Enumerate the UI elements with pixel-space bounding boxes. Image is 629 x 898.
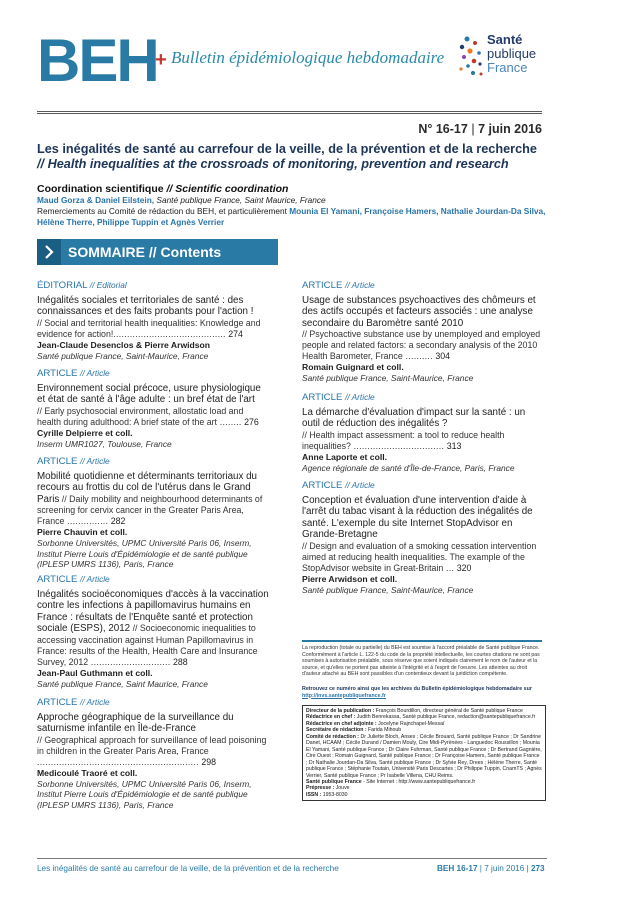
toc-page: 320: [456, 562, 472, 573]
imprint-line: ISSN : 1953-8030: [306, 791, 348, 798]
archive-notice: [302, 686, 542, 699]
sommaire-label: SOMMAIRE // Contents: [68, 244, 222, 260]
toc-page: 313: [446, 440, 462, 451]
archive-text: Retrouvez ce numéro ainsi que les archives du Bulletin épidémiologique hebdomadaire sur: [302, 686, 532, 692]
toc-entry[interactable]: [37, 280, 269, 361]
header-rule: [37, 111, 542, 112]
toc-title-en: // Social and territorial health inequalities: Knowledge and evidence for action!......................................... 274: [37, 317, 261, 339]
coordinators-affiliation: Santé publique France, Saint Maurice, France: [154, 195, 326, 205]
toc-authors: Anne Laporte et coll.: [302, 451, 387, 462]
toc-entry[interactable]: [37, 368, 269, 449]
toc-title-fr: Inégalités socioéconomiques d'accès à la vaccination contre les infections à papillomavirus humains en France : résultats de l'Enquête santé et protection sociale (ESPS), 2012: [37, 588, 269, 635]
bulletin-subtitle: Bulletin épidémiologique hebdomadaire: [171, 48, 445, 67]
footer-page: 273: [530, 864, 545, 873]
header-rule-2: [37, 113, 542, 114]
toc-entry[interactable]: [37, 574, 269, 689]
footer-rule: [37, 858, 547, 859]
toc-title-fr: Approche géographique de la surveillance du saturnisme infantile en Île-de-France: [37, 711, 234, 735]
beh-logo-text: BEH: [37, 33, 158, 85]
toc-title-fr: Inégalités sociales et territoriales de santé : des connaissances et des faits probants pour l'action !: [37, 294, 254, 318]
sommaire-arrow: [37, 239, 61, 265]
legal-notice: La reproduction (totale ou partielle) du BEH est soumise à l'accord préalable de Santé publique France. Conformément à l'article L. 122-5 du code de la propriété intellectuelle, les courtes citations ne sont pas soumises à autorisation préalable, sous réserve que soient indiqués clairement le nom de l'auteur et la source, et qu'elles ne portent pas atteinte à l'intégrité et à l'esprit de l'oeuvre. Les atteintes au droit d'auteur attaché au BEH sont passibles d'un contentieux devant la juridiction compétente.: [302, 645, 540, 678]
toc-affiliation: Santé publique France, Saint Maurice, France: [37, 678, 208, 689]
toc-title: Mobilité quotidienne et déterminants territoriaux du recours au frottis du col de l'utérus dans le Grand Paris // Daily mobility and neighbourhood determinants of screening for cervix cancer in the Greater Paris Area, France ............... 282: [37, 470, 263, 527]
logo-plus-icon: +: [155, 49, 167, 71]
page-title: Les inégalités de santé au carrefour de la veille, de la prévention et de la recherche: [37, 142, 537, 156]
publisher-name: [487, 33, 536, 75]
imprint-line: Prépresse : Jouve: [306, 785, 350, 792]
imprint-line: Santé publique France - Site Internet : http://www.santepubliquefrance.fr: [306, 778, 476, 785]
toc-title-fr: Environnement social précoce, usure physiologique et état de santé à l'âge adulte : un bref état de l'art: [37, 382, 261, 406]
coordination-label-en: // Scientific coordination: [166, 183, 289, 195]
toc-authors: Medicoulé Traoré et coll.: [37, 767, 138, 778]
footer-title: Les inégalités de santé au carrefour de la veille, de la prévention et de la recherche: [37, 864, 339, 873]
toc-title-en: // Psychoactive substance use by unemployed and employed people and related factors: a secondary analysis of the 2010 Health Barometer, France .......... 304: [302, 329, 541, 362]
toc-affiliation: Sorbonne Universités, UPMC Université Paris 06, Inserm, Institut Pierre Louis d'Épidémiologie et de santé publique (IPLESP UMRS 1136), Paris, France: [37, 538, 252, 570]
toc-title-fr: Conception et évaluation d'une intervention d'aide à l'arrêt du tabac visant à la réduction des inégalités de santé. L'exemple du site Internet StopAdvisor en Grande-Bretagne: [302, 494, 533, 541]
toc-entry[interactable]: [302, 480, 542, 595]
footer-date: 7 juin 2016: [484, 864, 525, 873]
toc-category: ARTICLE // Article: [302, 392, 375, 403]
imprint-line: Rédactrice en chef adjointe : Jocelyne Rajnchapel-Messaï: [306, 720, 445, 727]
publisher-line-2: publique: [487, 46, 537, 61]
toc-title-fr: La démarche d'évaluation d'impact sur la santé : un outil de réduction des inégalités ?: [302, 406, 526, 430]
toc-category: ARTICLE // Article: [37, 574, 110, 585]
toc-page: 288: [172, 656, 188, 667]
toc-title-en: // Early psychosocial environment, allostatic load and health during adulthood: A brief state of the art ........ 276: [37, 405, 259, 427]
toc-authors: Pierre Arwidson et coll.: [302, 573, 398, 584]
toc-title-en: // Health impact assessment: a tool to reduce health inequalities? ................................. 313: [302, 429, 505, 451]
issue-number: N° 16-17: [418, 122, 468, 136]
legal-rule: [302, 640, 542, 642]
toc-affiliation: Agence régionale de santé d'Île-de-France, Paris, France: [302, 462, 515, 473]
toc-page: 276: [244, 416, 259, 427]
imprint-line: Secrétaire de rédaction : Farida Mihoub: [306, 727, 402, 734]
issue-separator: |: [471, 122, 475, 136]
coordination-body: [37, 195, 557, 228]
issue-info: [418, 122, 542, 136]
toc-affiliation: Inserm UMR1027, Toulouse, France: [37, 438, 172, 449]
publisher-line-3: France: [487, 60, 528, 75]
toc-title-en: // Design and evaluation of a smoking cessation intervention aimed at reducing health inequalities. The example of the StopAdvisor website in Great-Britain ... 320: [302, 540, 537, 573]
publisher-line-1: Santé: [487, 32, 523, 47]
toc-page: 282: [110, 516, 126, 527]
archive-link[interactable]: http://invs.santepubliquefrance.fr: [302, 692, 386, 699]
toc-entry[interactable]: [37, 697, 269, 810]
toc-category: ARTICLE // Article: [302, 480, 375, 491]
toc-title-fr: Usage de substances psychoactives des chômeurs et des actifs occupés et facteurs associés : une analyse secondaire du Baromètre santé 2010: [302, 294, 536, 329]
toc-category: ÉDITORIAL // Editorial: [37, 280, 127, 291]
footer-issue: BEH 16-17 | 7 juin 2016 | 273: [437, 864, 545, 873]
toc-entry[interactable]: [302, 392, 542, 473]
toc-affiliation: Santé publique France, Saint-Maurice, France: [302, 584, 474, 595]
toc-category: ARTICLE // Article: [37, 368, 110, 379]
toc-page: 274: [228, 328, 243, 339]
footer-issue-number: BEH 16-17: [437, 864, 478, 873]
toc-entry[interactable]: [302, 280, 542, 384]
toc-entry[interactable]: [37, 456, 269, 570]
toc-title: Inégalités socioéconomiques d'accès à la vaccination contre les infections à papillomavirus humains en France : résultats de l'Enquête santé et protection sociale (ESPS), 2012 // Socioeconomic inequalities to accessing vaccination against Human Papillomavirus in France: results of the Health, Health Care and Insurance Survey, 2012 ............................. 288: [37, 588, 269, 667]
imprint-line: Comité de rédaction : Dr Juliette Bloch, Anses ; Cécile Brouard, Santé publique France ; Dr Sandrine Danet, HCAAM ; Cécile Durand / Damien Mouly, Cire Midi-Pyrénées - Languedoc Roussillon ; Mounia El Yamani, Santé publique France ; Dr Claire Fuhrman, Santé publique France ; Dr Bertrand Gagnière, Cire Ouest ; Romain Guignard, Santé publique France ; Dr Françoise Hamers, Santé publique France ; Dr Nathalie Jourdan-Da Silva, Santé publique France ; Dr Sylvie Rey, Drees ; Hélène Therre, Santé publique France ; Stéphanie Toutain, Université Paris Descartes ; Dr Philippe Tuppin, CnamTS ; Agnès Verrier, Santé publique France ; Pr Isabelle Villena, CHU Reims.: [306, 733, 542, 779]
thanks-names: Mounia El Yamani, Françoise Hamers, Nathalie Jourdan-Da Silva, Hélène Therre, Philippe Tuppin et Agnès Verrier: [37, 206, 546, 227]
imprint-box: [302, 705, 546, 801]
toc-authors: Cyrille Delpierre et coll.: [37, 427, 133, 438]
toc-category: ARTICLE // Article: [37, 697, 110, 708]
toc-title-fr: Mobilité quotidienne et déterminants territoriaux du recours au frottis du col de l'utérus dans le Grand Paris: [37, 470, 258, 505]
toc-affiliation: Santé publique France, Saint-Maurice, France: [302, 373, 474, 384]
toc-authors: Jean-Paul Guthmann et coll.: [37, 667, 153, 678]
toc-authors: Pierre Chauvin et coll.: [37, 527, 128, 538]
imprint-line: Directeur de la publication : François Bourdillon, directeur général de Santé publique France: [306, 708, 523, 714]
beh-logo: [37, 33, 167, 85]
imprint-line: Rédactrice en chef : Judith Benrekassa, Santé publique France, redaction@santepubliquefrance.fr: [306, 714, 536, 721]
coordination-label-fr: Coordination scientifique: [37, 183, 164, 195]
page-title-en: // Health inequalities at the crossroads of monitoring, prevention and research: [37, 157, 509, 171]
toc-category: ARTICLE // Article: [37, 456, 110, 467]
toc-affiliation: Sorbonne Universités, UPMC Université Paris 06, Inserm, Institut Pierre Louis d'Épidémiologie et de santé publique (IPLESP UMRS 1136), Paris, France: [37, 778, 252, 810]
toc-affiliation: Santé publique France, Saint-Maurice, France: [37, 350, 209, 361]
issue-date: 7 juin 2016: [478, 122, 542, 136]
toc-authors: Jean-Claude Desenclos & Pierre Arwidson: [37, 339, 211, 350]
thanks-text: Remerciements au Comité de rédaction du BEH, et particulièrement: [37, 206, 290, 216]
coordinators: Maud Gorza & Daniel Eilstein,: [37, 195, 155, 205]
toc-authors: Romain Guignard et coll.: [302, 362, 404, 373]
toc-page: 298: [201, 756, 217, 767]
toc-title-en: // Geographical approach for surveillance of lead poisoning in children in the Greater Paris Area, France ........................................................... 298: [37, 734, 267, 767]
toc-page: 304: [435, 351, 451, 362]
toc-category: ARTICLE // Article: [302, 280, 375, 291]
chevron-right-icon: [37, 239, 61, 265]
coordination-label: [37, 183, 288, 195]
